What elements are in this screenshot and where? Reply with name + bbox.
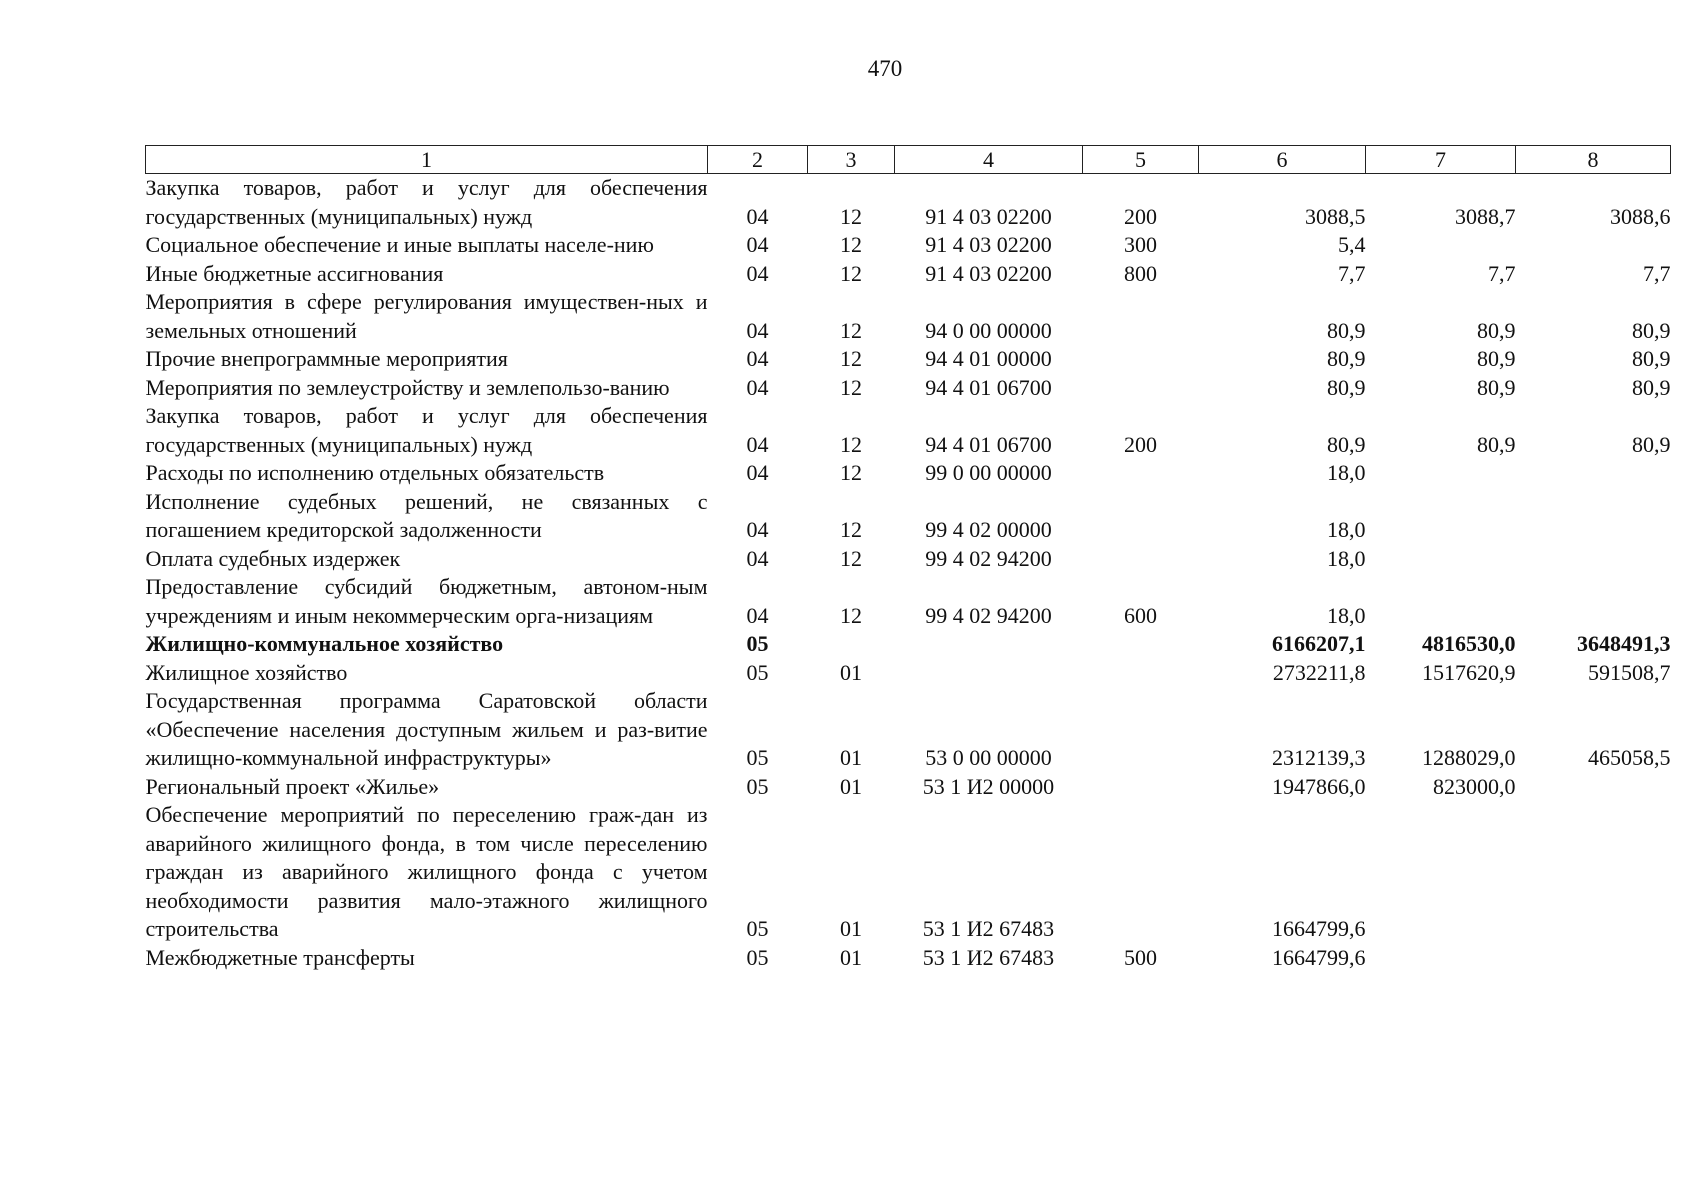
amount-col-8 [1516, 801, 1671, 944]
row-name: Иные бюджетные ассигнования [145, 260, 444, 286]
amount-col-7: 80,9 [1477, 346, 1516, 371]
row-name: Расходы по исполнению отдельных обязательств [145, 460, 605, 485]
amount-col-6: 1664799,6 [1272, 916, 1366, 941]
amount-col-6: 80,9 [1327, 317, 1366, 343]
row-name: Оплата судебных издержек [145, 545, 401, 571]
amount-col-6: 18,0 [1327, 545, 1366, 571]
table-row [146, 801, 1671, 944]
section-code: 04 [746, 317, 769, 343]
header-cell-3: 3 [808, 146, 895, 174]
subsection-code: 12 [840, 346, 862, 371]
budget-table [145, 145, 1671, 972]
table-body [146, 174, 1671, 973]
row-name: Межбюджетные трансферты [145, 944, 415, 970]
target-article-code [895, 630, 1083, 659]
subsection-code: 01 [840, 773, 862, 799]
target-article-code: 91 4 03 02200 [925, 203, 1052, 229]
amount-col-8 [1516, 545, 1671, 574]
subsection-code: 12 [840, 460, 862, 485]
expense-type-code [1083, 374, 1199, 403]
target-article-code: 53 0 00 00000 [925, 745, 1052, 770]
expense-type-code [1083, 687, 1199, 773]
expense-type-code [1083, 459, 1199, 488]
target-article-code: 53 1 И2 67483 [922, 916, 1055, 941]
expense-type-code: 800 [1124, 260, 1157, 286]
section-code: 05 [746, 659, 769, 685]
expense-type-code [1083, 345, 1199, 374]
subsection-code: 12 [840, 602, 862, 628]
amount-col-7 [1366, 459, 1516, 488]
row-name: Предоставление субсидий бюджетным, автоном-ным учреждениям и иным некоммерческим орга-низациям [145, 574, 708, 628]
target-article-code: 99 4 02 94200 [925, 545, 1052, 571]
amount-col-6: 80,9 [1327, 431, 1366, 457]
amount-col-7: 4816530,0 [1422, 631, 1516, 656]
amount-col-7 [1366, 573, 1516, 630]
amount-col-8: 7,7 [1643, 260, 1671, 286]
row-name: Закупка товаров, работ и услуг для обеспечения государственных (муниципальных) нужд [145, 175, 708, 229]
table-row [146, 773, 1671, 802]
target-article-code: 94 4 01 06700 [925, 431, 1052, 457]
expense-type-code: 200 [1124, 203, 1157, 229]
amount-col-6: 1947866,0 [1272, 773, 1366, 799]
amount-col-6: 2312139,3 [1272, 745, 1366, 770]
section-code: 04 [746, 374, 769, 400]
table-row [146, 174, 1671, 232]
amount-col-8 [1516, 488, 1671, 545]
expense-type-code: 300 [1124, 232, 1157, 257]
row-name: Социальное обеспечение и иные выплаты населе-нию [145, 232, 654, 257]
amount-col-7: 7,7 [1488, 260, 1516, 286]
target-article-code: 53 1 И2 00000 [922, 773, 1055, 799]
table-row [146, 231, 1671, 260]
section-code: 04 [746, 260, 769, 286]
row-name: Жилищно-коммунальное хозяйство [145, 631, 504, 656]
target-article-code [895, 659, 1083, 688]
table-row [146, 459, 1671, 488]
table-row [146, 402, 1671, 459]
amount-col-8: 591508,7 [1588, 659, 1671, 685]
amount-col-7: 80,9 [1477, 317, 1516, 343]
table-row [146, 687, 1671, 773]
amount-col-8: 80,9 [1632, 317, 1671, 343]
header-row [146, 146, 1671, 174]
header-cell-5: 5 [1083, 146, 1199, 174]
section-code: 04 [746, 203, 769, 229]
subsection-code [808, 630, 895, 659]
amount-col-6: 1664799,6 [1272, 944, 1366, 970]
subsection-code: 12 [840, 517, 862, 542]
expense-type-code [1083, 488, 1199, 545]
section-code: 04 [746, 545, 769, 571]
subsection-code: 12 [840, 260, 862, 286]
amount-col-6: 5,4 [1338, 232, 1366, 257]
expense-type-code [1083, 545, 1199, 574]
table-row [146, 345, 1671, 374]
table-row [146, 944, 1671, 973]
section-code: 04 [746, 346, 769, 371]
amount-col-8: 80,9 [1632, 374, 1671, 400]
subsection-code: 12 [840, 203, 862, 229]
subsection-code: 12 [840, 232, 862, 257]
target-article-code: 53 1 И2 67483 [922, 944, 1055, 970]
amount-col-7 [1366, 488, 1516, 545]
section-code: 04 [746, 460, 769, 485]
amount-col-7: 1517620,9 [1422, 659, 1516, 685]
target-article-code: 94 4 01 00000 [925, 346, 1052, 371]
section-code: 04 [746, 232, 769, 257]
amount-col-7 [1366, 231, 1516, 260]
section-code: 05 [746, 916, 769, 941]
row-name: Прочие внепрограммные мероприятия [145, 346, 508, 371]
amount-col-8 [1516, 573, 1671, 630]
amount-col-6: 80,9 [1327, 346, 1366, 371]
expense-type-code [1083, 773, 1199, 802]
table-row [146, 288, 1671, 345]
amount-col-8 [1516, 773, 1671, 802]
table-row [146, 260, 1671, 289]
table-row [146, 374, 1671, 403]
subsection-code: 12 [840, 374, 862, 400]
amount-col-6: 7,7 [1338, 260, 1366, 286]
table-row [146, 659, 1671, 688]
amount-col-8: 3088,6 [1610, 203, 1671, 229]
table-row [146, 545, 1671, 574]
amount-col-7: 80,9 [1477, 374, 1516, 400]
subsection-code: 01 [840, 659, 862, 685]
header-cell-2: 2 [708, 146, 808, 174]
section-code: 04 [746, 602, 769, 628]
target-article-code: 99 4 02 94200 [925, 602, 1052, 628]
subsection-code: 01 [840, 745, 862, 770]
amount-col-6: 80,9 [1327, 374, 1366, 400]
amount-col-7: 823000,0 [1433, 773, 1516, 799]
section-code: 05 [746, 944, 769, 970]
header-cell-8: 8 [1516, 146, 1671, 174]
amount-col-8 [1516, 231, 1671, 260]
section-code: 04 [746, 431, 769, 457]
amount-col-6: 18,0 [1327, 460, 1366, 485]
subsection-code: 01 [840, 916, 862, 941]
section-code: 05 [746, 745, 769, 770]
amount-col-7: 80,9 [1477, 431, 1516, 457]
amount-col-8: 80,9 [1632, 346, 1671, 371]
amount-col-8 [1516, 459, 1671, 488]
target-article-code: 91 4 03 02200 [925, 260, 1052, 286]
expense-type-code: 600 [1124, 602, 1157, 628]
section-code: 05 [746, 773, 769, 799]
section-code: 05 [746, 631, 769, 656]
section-code: 04 [746, 517, 769, 542]
amount-col-6: 2732211,8 [1272, 659, 1366, 685]
table-row [146, 488, 1671, 545]
amount-col-7: 3088,7 [1455, 203, 1516, 229]
header-cell-4: 4 [895, 146, 1083, 174]
target-article-code: 91 4 03 02200 [925, 232, 1052, 257]
table-row [146, 630, 1671, 659]
amount-col-8 [1516, 944, 1671, 973]
header-cell-6: 6 [1199, 146, 1366, 174]
page-number: 470 [867, 56, 903, 81]
amount-col-8: 3648491,3 [1577, 631, 1671, 656]
amount-col-7 [1366, 801, 1516, 944]
target-article-code: 99 0 00 00000 [925, 460, 1052, 485]
expense-type-code [1083, 801, 1199, 944]
row-name: Закупка товаров, работ и услуг для обеспечения государственных (муниципальных) нужд [145, 403, 708, 457]
amount-col-8: 465058,5 [1588, 745, 1671, 770]
subsection-code: 01 [840, 944, 862, 970]
amount-col-6: 6166207,1 [1272, 631, 1366, 656]
expense-type-code [1083, 288, 1199, 345]
target-article-code: 94 0 00 00000 [925, 317, 1052, 343]
target-article-code: 94 4 01 06700 [925, 374, 1052, 400]
header-cell-7: 7 [1366, 146, 1516, 174]
row-name: Мероприятия в сфере регулирования имуществен-ных и земельных отношений [145, 289, 708, 343]
expense-type-code [1083, 630, 1199, 659]
table-row [146, 573, 1671, 630]
amount-col-6: 3088,5 [1305, 203, 1366, 229]
expense-type-code [1083, 659, 1199, 688]
header-cell-1: 1 [146, 146, 708, 174]
row-name: Государственная программа Саратовской области «Обеспечение населения доступным жильем и раз-витие жилищно-коммунальной инфраструктуры» [145, 688, 708, 770]
row-name: Региональный проект «Жилье» [145, 773, 440, 799]
amount-col-6: 18,0 [1327, 517, 1366, 542]
amount-col-8: 80,9 [1632, 431, 1671, 457]
subsection-code: 12 [840, 317, 862, 343]
subsection-code: 12 [840, 545, 862, 571]
amount-col-7 [1366, 944, 1516, 973]
row-name: Жилищное хозяйство [145, 659, 348, 685]
row-name: Обеспечение мероприятий по переселению граж-дан из аварийного жилищного фонда, в том числе переселению граждан из аварийного жилищного фонда с учетом необходимости развития мало-этажного жилищного строительства [145, 802, 708, 941]
expense-type-code: 500 [1124, 944, 1157, 970]
subsection-code: 12 [840, 431, 862, 457]
target-article-code: 99 4 02 00000 [925, 517, 1052, 542]
amount-col-6: 18,0 [1327, 602, 1366, 628]
expense-type-code: 200 [1124, 431, 1157, 457]
amount-col-7: 1288029,0 [1422, 745, 1516, 770]
row-name: Исполнение судебных решений, не связанных с погашением кредиторской задолженности [145, 488, 708, 542]
row-name: Мероприятия по землеустройству и землепользо-ванию [145, 374, 670, 400]
amount-col-7 [1366, 545, 1516, 574]
